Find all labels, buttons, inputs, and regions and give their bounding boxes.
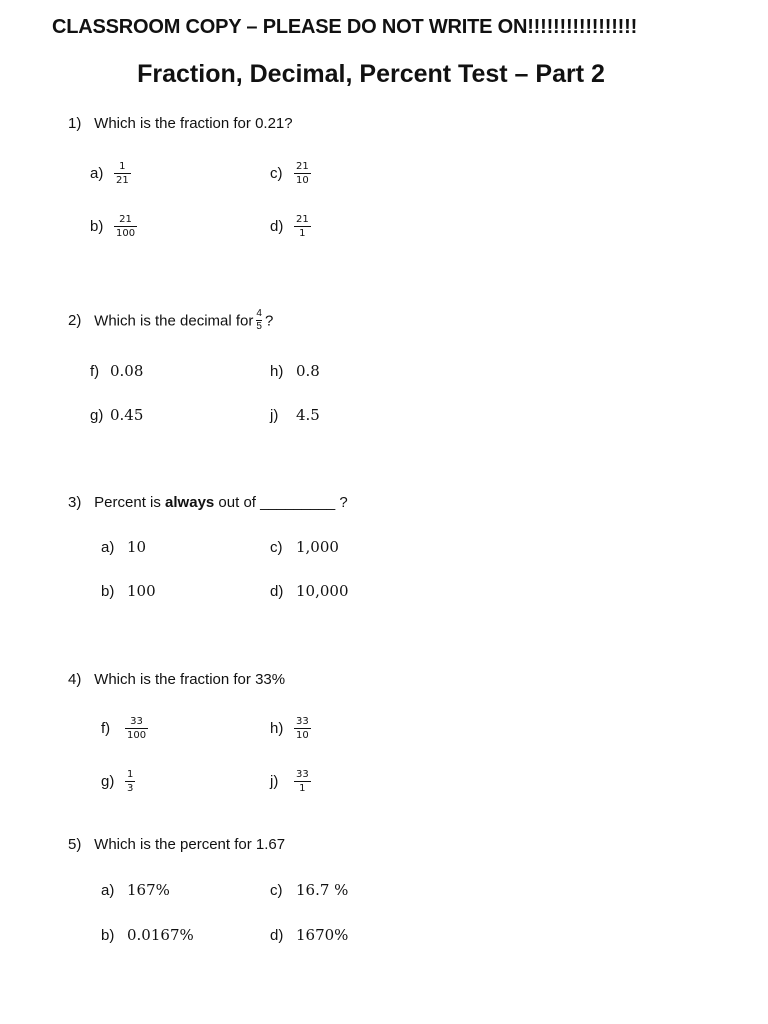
choice-letter: b) <box>101 926 115 944</box>
fraction: $\frac{33}{1}$ <box>296 768 309 794</box>
choice-value: 167% <box>127 881 170 899</box>
choice-letter: d) <box>270 926 284 944</box>
choice-letter: b) <box>90 217 104 235</box>
question-2 <box>68 310 708 333</box>
question-text-end: ? <box>264 312 274 330</box>
fraction: $\frac{21}{100}$ <box>116 213 136 239</box>
choice-letter: h) <box>270 362 284 380</box>
fraction: $\frac{21}{1}$ <box>296 213 309 239</box>
choice-letter: c) <box>270 538 283 556</box>
page-title: Fraction, Decimal, Percent Test – Part 2 <box>137 60 605 88</box>
choice-4h <box>270 711 311 745</box>
question-5 <box>68 836 708 853</box>
choice-letter: c) <box>270 881 283 899</box>
choice-4j <box>270 764 311 798</box>
question-text: Which is the fraction for 33% <box>94 671 286 688</box>
choice-letter: j) <box>270 772 279 790</box>
choice-letter: b) <box>101 582 115 600</box>
choice-letter: c) <box>270 164 283 182</box>
choice-1d <box>270 209 311 243</box>
choice-value: 0.0167% <box>127 926 194 944</box>
choice-value: 0.08 <box>110 362 144 380</box>
question-text: Which is the fraction for 0.21? <box>94 115 293 132</box>
choice-value: 1670% <box>296 926 349 944</box>
question-4 <box>68 671 708 688</box>
question-emphasis: always <box>165 494 215 511</box>
fraction: $\frac{1}{3}$ <box>127 768 134 794</box>
fraction: $\frac{33}{10}$ <box>296 715 309 741</box>
choice-value: 4.5 <box>296 406 320 424</box>
question-number: 4) <box>68 671 82 688</box>
choice-2j <box>270 398 320 432</box>
question-text: Which is the percent for 1.67 <box>94 836 286 853</box>
question-number: 5) <box>68 836 82 853</box>
choice-3d <box>270 574 349 608</box>
choice-3a <box>101 530 146 564</box>
choice-5c <box>270 873 348 907</box>
choice-value: 10 <box>127 538 147 556</box>
choice-2h <box>270 354 320 388</box>
choice-value: 0.45 <box>110 406 144 424</box>
choice-letter: g) <box>90 406 104 424</box>
choice-4f <box>101 711 148 745</box>
choice-5b <box>101 918 194 952</box>
choice-3c <box>270 530 339 564</box>
question-text-end: out of _________ ? <box>214 494 348 511</box>
choice-letter: g) <box>101 772 115 790</box>
choice-letter: d) <box>270 582 284 600</box>
choice-letter: f) <box>101 719 111 737</box>
question-number: 2) <box>68 312 82 330</box>
choice-1c <box>270 156 311 190</box>
question-number: 3) <box>68 494 82 511</box>
choice-value: 1,000 <box>296 538 339 556</box>
choice-letter: d) <box>270 217 284 235</box>
fraction: $\frac{21}{10}$ <box>296 160 309 186</box>
choice-5a <box>101 873 170 907</box>
classroom-copy-warning: CLASSROOM COPY – PLEASE DO NOT WRITE ON!!!!!!!!!!!!!!!!! <box>52 16 638 38</box>
choice-letter: a) <box>101 538 115 556</box>
question-number: 1) <box>68 115 82 132</box>
question-text: Which is the decimal for <box>94 312 254 330</box>
choice-3b <box>101 574 156 608</box>
choice-2f <box>90 354 143 388</box>
choice-1b <box>90 209 137 243</box>
fraction: $\frac{1}{21}$ <box>116 160 129 186</box>
choice-value: 10,000 <box>296 582 349 600</box>
choice-value: 0.8 <box>296 362 320 380</box>
choice-value: 16.7 % <box>296 881 349 899</box>
question-text: Percent is <box>94 494 166 511</box>
choice-letter: h) <box>270 719 284 737</box>
choice-4g <box>101 764 135 798</box>
choice-letter: f) <box>90 362 100 380</box>
fraction: $\frac{4}{5}$ <box>256 308 262 332</box>
question-1 <box>68 115 708 132</box>
choice-5d <box>270 918 348 952</box>
choice-value: 100 <box>127 582 156 600</box>
choice-1a <box>90 156 131 190</box>
fraction: $\frac{33}{100}$ <box>127 715 147 741</box>
choice-2g <box>90 398 143 432</box>
choice-letter: j) <box>270 406 279 424</box>
question-3 <box>68 494 708 511</box>
choice-letter: a) <box>90 164 104 182</box>
choice-letter: a) <box>101 881 115 899</box>
